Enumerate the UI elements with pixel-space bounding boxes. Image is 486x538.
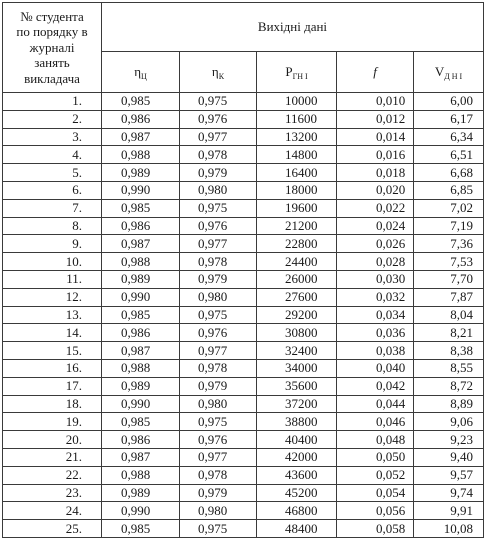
p-gn-cell: 16400	[257, 164, 337, 182]
v-dn-cell: 7,36	[414, 235, 484, 253]
eta-c-cell: 0,988	[102, 253, 180, 271]
f-cell: 0,042	[337, 377, 414, 395]
table-row	[3, 359, 484, 377]
table-row	[3, 217, 484, 235]
eta-c-cell: 0,990	[102, 181, 180, 199]
p-gn-cell: 13200	[257, 128, 337, 146]
column-header-subscript: К	[218, 71, 225, 81]
eta-k-cell: 0,975	[180, 520, 257, 538]
v-dn-cell: 7,19	[414, 217, 484, 235]
p-gn-cell: 34000	[257, 359, 337, 377]
v-dn-cell: 7,02	[414, 199, 484, 217]
eta-c-cell: 0,988	[102, 146, 180, 164]
f-cell: 0,050	[337, 448, 414, 466]
table-row	[3, 484, 484, 502]
student-number-cell: 15.	[3, 342, 102, 360]
eta-k-cell: 0,976	[180, 217, 257, 235]
table-row	[3, 306, 484, 324]
table-row	[3, 288, 484, 306]
column-header-symbol: η	[211, 63, 219, 79]
eta-k-cell: 0,975	[180, 199, 257, 217]
table-row	[3, 502, 484, 520]
p-gn-cell: 42000	[257, 448, 337, 466]
eta-k-cell: 0,978	[180, 253, 257, 271]
v-dn-cell: 6,51	[414, 146, 484, 164]
eta-c-cell: 0,985	[102, 199, 180, 217]
p-gn-cell: 21200	[257, 217, 337, 235]
v-dn-cell: 6,68	[414, 164, 484, 182]
column-header	[257, 52, 337, 93]
student-number-cell: 5.	[3, 164, 102, 182]
eta-c-cell: 0,986	[102, 110, 180, 128]
table-row	[3, 377, 484, 395]
v-dn-cell: 6,17	[414, 110, 484, 128]
eta-k-cell: 0,977	[180, 128, 257, 146]
p-gn-cell: 14800	[257, 146, 337, 164]
eta-k-cell: 0,975	[180, 413, 257, 431]
column-header	[414, 52, 484, 93]
v-dn-cell: 8,55	[414, 359, 484, 377]
student-number-cell: 23.	[3, 484, 102, 502]
f-cell: 0,058	[337, 520, 414, 538]
eta-k-cell: 0,975	[180, 93, 257, 111]
eta-c-cell: 0,989	[102, 377, 180, 395]
p-gn-cell: 38800	[257, 413, 337, 431]
student-number-cell: 4.	[3, 146, 102, 164]
eta-k-cell: 0,979	[180, 377, 257, 395]
eta-k-cell: 0,977	[180, 235, 257, 253]
column-header-symbol: η	[134, 63, 142, 79]
table-row	[3, 146, 484, 164]
table-row	[3, 235, 484, 253]
eta-c-cell: 0,990	[102, 395, 180, 413]
p-gn-cell: 30800	[257, 324, 337, 342]
eta-k-cell: 0,979	[180, 164, 257, 182]
table-row	[3, 395, 484, 413]
v-dn-cell: 8,72	[414, 377, 484, 395]
student-number-cell: 24.	[3, 502, 102, 520]
student-number-cell: 14.	[3, 324, 102, 342]
column-header	[337, 52, 414, 93]
v-dn-cell: 9,74	[414, 484, 484, 502]
eta-c-cell: 0,985	[102, 413, 180, 431]
student-number-cell: 20.	[3, 431, 102, 449]
f-cell: 0,020	[337, 181, 414, 199]
table-row	[3, 93, 484, 111]
eta-c-cell: 0,987	[102, 128, 180, 146]
student-number-cell: 17.	[3, 377, 102, 395]
f-cell: 0,032	[337, 288, 414, 306]
v-dn-cell: 9,57	[414, 466, 484, 484]
table-row	[3, 431, 484, 449]
f-cell: 0,052	[337, 466, 414, 484]
v-dn-cell: 10,08	[414, 520, 484, 538]
column-header-symbol: f	[373, 64, 377, 79]
student-number-header-line: по порядку в	[16, 24, 88, 40]
v-dn-cell: 7,53	[414, 253, 484, 271]
source-data-group-header: Вихідні дані	[102, 3, 484, 52]
v-dn-cell: 9,06	[414, 413, 484, 431]
f-cell: 0,054	[337, 484, 414, 502]
eta-k-cell: 0,980	[180, 288, 257, 306]
eta-c-cell: 0,985	[102, 93, 180, 111]
f-cell: 0,048	[337, 431, 414, 449]
p-gn-cell: 48400	[257, 520, 337, 538]
eta-c-cell: 0,985	[102, 520, 180, 538]
student-number-header-line: викладача	[24, 70, 80, 86]
eta-k-cell: 0,980	[180, 395, 257, 413]
eta-c-cell: 0,986	[102, 431, 180, 449]
f-cell: 0,014	[337, 128, 414, 146]
table-row	[3, 324, 484, 342]
student-number-cell: 13.	[3, 306, 102, 324]
student-number-cell: 19.	[3, 413, 102, 431]
student-number-cell: 16.	[3, 359, 102, 377]
p-gn-cell: 22800	[257, 235, 337, 253]
p-gn-cell: 26000	[257, 270, 337, 288]
v-dn-cell: 8,89	[414, 395, 484, 413]
p-gn-cell: 24400	[257, 253, 337, 271]
table-row	[3, 466, 484, 484]
student-number-cell: 22.	[3, 466, 102, 484]
column-header-subscript: ГН I	[292, 71, 308, 81]
eta-k-cell: 0,978	[180, 359, 257, 377]
eta-c-cell: 0,989	[102, 164, 180, 182]
column-header	[180, 52, 257, 93]
eta-k-cell: 0,978	[180, 146, 257, 164]
f-cell: 0,040	[337, 359, 414, 377]
student-number-cell: 12.	[3, 288, 102, 306]
student-number-cell: 2.	[3, 110, 102, 128]
p-gn-cell: 19600	[257, 199, 337, 217]
student-number-header-line: занять	[34, 55, 70, 71]
student-number-header	[3, 3, 102, 93]
p-gn-cell: 27600	[257, 288, 337, 306]
v-dn-cell: 8,21	[414, 324, 484, 342]
f-cell: 0,030	[337, 270, 414, 288]
f-cell: 0,038	[337, 342, 414, 360]
f-cell: 0,022	[337, 199, 414, 217]
v-dn-cell: 9,91	[414, 502, 484, 520]
p-gn-cell: 18000	[257, 181, 337, 199]
eta-k-cell: 0,976	[180, 431, 257, 449]
f-cell: 0,034	[337, 306, 414, 324]
eta-c-cell: 0,990	[102, 288, 180, 306]
eta-c-cell: 0,987	[102, 342, 180, 360]
v-dn-cell: 7,87	[414, 288, 484, 306]
f-cell: 0,026	[337, 235, 414, 253]
student-number-cell: 8.	[3, 217, 102, 235]
table-row	[3, 342, 484, 360]
eta-c-cell: 0,987	[102, 448, 180, 466]
table-row	[3, 520, 484, 538]
eta-k-cell: 0,976	[180, 110, 257, 128]
source-data-table	[2, 2, 484, 538]
table-row	[3, 164, 484, 182]
eta-k-cell: 0,977	[180, 448, 257, 466]
eta-c-cell: 0,989	[102, 484, 180, 502]
eta-k-cell: 0,978	[180, 466, 257, 484]
student-number-cell: 7.	[3, 199, 102, 217]
eta-c-cell: 0,987	[102, 235, 180, 253]
student-number-header-line: № студента	[20, 8, 84, 24]
table-row	[3, 128, 484, 146]
table-row	[3, 110, 484, 128]
table-body	[3, 93, 484, 538]
f-cell: 0,010	[337, 93, 414, 111]
table-row	[3, 199, 484, 217]
f-cell: 0,056	[337, 502, 414, 520]
eta-k-cell: 0,979	[180, 270, 257, 288]
p-gn-cell: 32400	[257, 342, 337, 360]
student-number-cell: 3.	[3, 128, 102, 146]
eta-c-cell: 0,989	[102, 270, 180, 288]
v-dn-cell: 8,38	[414, 342, 484, 360]
v-dn-cell: 7,70	[414, 270, 484, 288]
f-cell: 0,012	[337, 110, 414, 128]
eta-k-cell: 0,976	[180, 324, 257, 342]
eta-c-cell: 0,988	[102, 359, 180, 377]
student-number-cell: 1.	[3, 93, 102, 111]
eta-k-cell: 0,975	[180, 306, 257, 324]
column-header-subscript: Д Н I	[444, 71, 463, 81]
p-gn-cell: 46800	[257, 502, 337, 520]
f-cell: 0,046	[337, 413, 414, 431]
student-number-cell: 10.	[3, 253, 102, 271]
eta-c-cell: 0,986	[102, 217, 180, 235]
eta-c-cell: 0,986	[102, 324, 180, 342]
table-row	[3, 448, 484, 466]
eta-k-cell: 0,977	[180, 342, 257, 360]
eta-k-cell: 0,979	[180, 484, 257, 502]
f-cell: 0,028	[337, 253, 414, 271]
v-dn-cell: 6,00	[414, 93, 484, 111]
table-row	[3, 181, 484, 199]
p-gn-cell: 40400	[257, 431, 337, 449]
f-cell: 0,018	[337, 164, 414, 182]
student-number-cell: 11.	[3, 270, 102, 288]
eta-c-cell: 0,988	[102, 466, 180, 484]
eta-k-cell: 0,980	[180, 502, 257, 520]
p-gn-cell: 45200	[257, 484, 337, 502]
f-cell: 0,024	[337, 217, 414, 235]
p-gn-cell: 10000	[257, 93, 337, 111]
eta-c-cell: 0,990	[102, 502, 180, 520]
v-dn-cell: 6,85	[414, 181, 484, 199]
student-number-cell: 18.	[3, 395, 102, 413]
column-header-symbol: V	[434, 63, 445, 79]
p-gn-cell: 35600	[257, 377, 337, 395]
table-row	[3, 270, 484, 288]
student-number-cell: 6.	[3, 181, 102, 199]
student-number-cell: 9.	[3, 235, 102, 253]
v-dn-cell: 9,23	[414, 431, 484, 449]
student-number-cell: 25.	[3, 520, 102, 538]
f-cell: 0,036	[337, 324, 414, 342]
v-dn-cell: 8,04	[414, 306, 484, 324]
eta-c-cell: 0,985	[102, 306, 180, 324]
p-gn-cell: 37200	[257, 395, 337, 413]
table-row	[3, 413, 484, 431]
v-dn-cell: 6,34	[414, 128, 484, 146]
eta-k-cell: 0,980	[180, 181, 257, 199]
v-dn-cell: 9,40	[414, 448, 484, 466]
f-cell: 0,044	[337, 395, 414, 413]
f-cell: 0,016	[337, 146, 414, 164]
column-header-subscript: Ц	[141, 71, 147, 81]
column-header-symbol: P	[285, 63, 293, 79]
table-row	[3, 253, 484, 271]
student-number-header-line: журналі	[29, 39, 75, 55]
student-number-cell: 21.	[3, 448, 102, 466]
data-table-container	[2, 2, 484, 538]
p-gn-cell: 29200	[257, 306, 337, 324]
p-gn-cell: 11600	[257, 110, 337, 128]
p-gn-cell: 43600	[257, 466, 337, 484]
column-header	[102, 52, 180, 93]
